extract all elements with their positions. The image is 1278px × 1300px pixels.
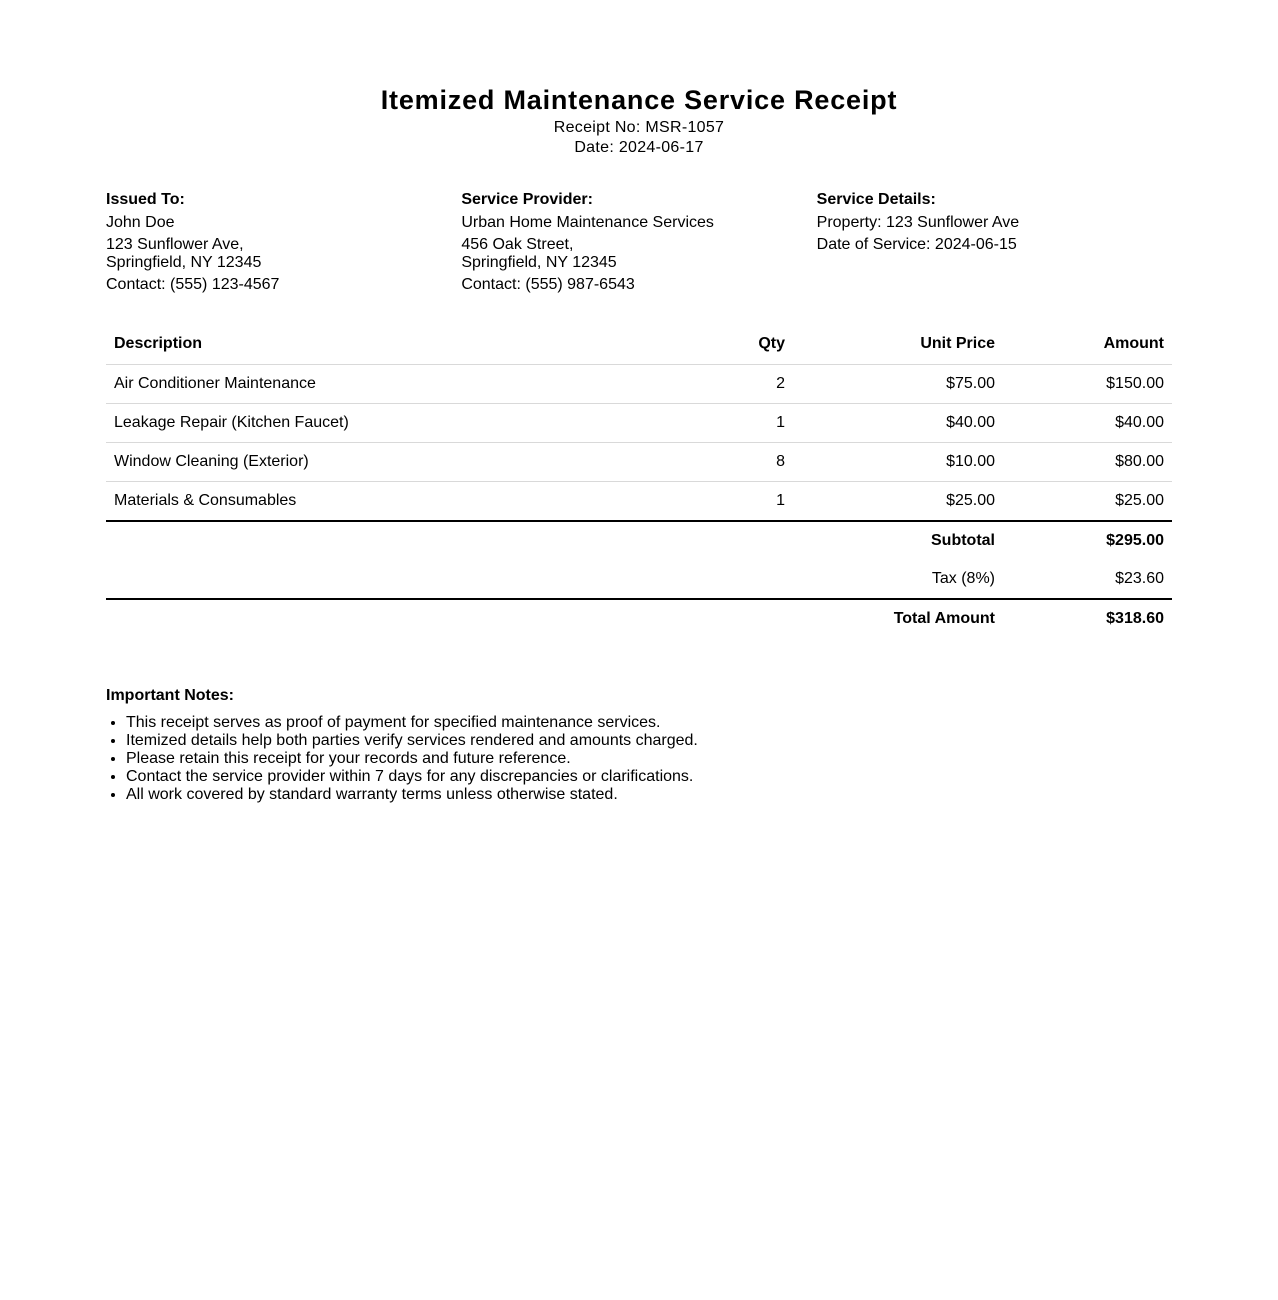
receipt-page [106, 0, 1172, 804]
provider-contact: Contact: (555) 987-6543 [461, 276, 635, 293]
total-label: Total Amount [893, 610, 995, 627]
page-title: Itemized Maintenance Service Receipt [380, 85, 898, 115]
table-row [106, 404, 1172, 443]
customer-name: John Doe [106, 214, 175, 231]
items-table-header [106, 324, 1172, 365]
item-amount: $150.00 [1003, 365, 1172, 404]
total-row [106, 599, 1172, 638]
subtotal-value: $295.00 [1106, 532, 1164, 549]
provider-address [461, 234, 816, 274]
item-unit-price: $25.00 [793, 482, 1003, 522]
notes-list [106, 714, 1172, 804]
column-header-qty: Qty [606, 324, 793, 365]
totals-table [106, 522, 1172, 638]
service-details-block [817, 190, 1172, 296]
table-row [106, 365, 1172, 404]
table-row [106, 443, 1172, 482]
customer-contact: Contact: (555) 123-4567 [106, 276, 280, 293]
item-qty: 2 [606, 365, 793, 404]
item-description: Air Conditioner Maintenance [106, 365, 606, 404]
customer-address [106, 234, 461, 274]
item-description: Window Cleaning (Exterior) [106, 443, 606, 482]
service-provider-block [461, 190, 816, 296]
column-header-amount: Amount [1003, 324, 1172, 365]
list-item: • Itemized details help both parties verify services rendered and amounts charged. [126, 732, 1172, 750]
item-unit-price: $75.00 [793, 365, 1003, 404]
item-description: Leakage Repair (Kitchen Faucet) [106, 404, 606, 443]
tax-row [106, 560, 1172, 599]
item-description: Materials & Consumables [106, 482, 606, 522]
service-provider-heading: Service Provider: [461, 191, 593, 208]
parties-section [106, 190, 1172, 296]
list-item: • This receipt serves as proof of payment for specified maintenance services. [126, 714, 1172, 732]
receipt-header [106, 0, 1172, 158]
item-qty: 1 [606, 404, 793, 443]
list-item: • Contact the service provider within 7 days for any discrepancies or clarifications. [126, 768, 1172, 786]
receipt-number: Receipt No: MSR-1057 [553, 119, 725, 136]
tax-value: $23.60 [1003, 560, 1172, 599]
item-unit-price: $40.00 [793, 404, 1003, 443]
list-item: • Please retain this receipt for your records and future reference. [126, 750, 1172, 768]
service-details-heading: Service Details: [816, 191, 936, 208]
issued-to-heading: Issued To: [106, 191, 185, 208]
customer-address-line1: 123 Sunflower Ave, [106, 236, 244, 253]
tax-label: Tax (8%) [106, 560, 1003, 599]
provider-address-line2: Springfield, NY 12345 [461, 254, 617, 271]
column-header-description: Description [106, 324, 606, 365]
provider-name: Urban Home Maintenance Services [461, 214, 714, 231]
subtotal-row [106, 522, 1172, 560]
item-amount: $80.00 [1003, 443, 1172, 482]
column-header-unit-price: Unit Price [793, 324, 1003, 365]
item-unit-price: $10.00 [793, 443, 1003, 482]
table-row [106, 482, 1172, 522]
list-item: • All work covered by standard warranty terms unless otherwise stated. [126, 786, 1172, 804]
item-amount: $40.00 [1003, 404, 1172, 443]
items-table [106, 324, 1172, 522]
issued-to-block [106, 190, 461, 296]
item-qty: 1 [606, 482, 793, 522]
service-property: Property: 123 Sunflower Ave [816, 214, 1020, 231]
notes-heading: Important Notes: [106, 687, 234, 704]
provider-address-line1: 456 Oak Street, [461, 236, 574, 253]
total-value: $318.60 [1106, 610, 1164, 627]
receipt-date: Date: 2024-06-17 [574, 139, 704, 156]
important-notes [106, 686, 1172, 804]
item-amount: $25.00 [1003, 482, 1172, 522]
service-date: Date of Service: 2024-06-15 [816, 236, 1017, 253]
subtotal-label: Subtotal [931, 532, 995, 549]
item-qty: 8 [606, 443, 793, 482]
customer-address-line2: Springfield, NY 12345 [106, 254, 262, 271]
